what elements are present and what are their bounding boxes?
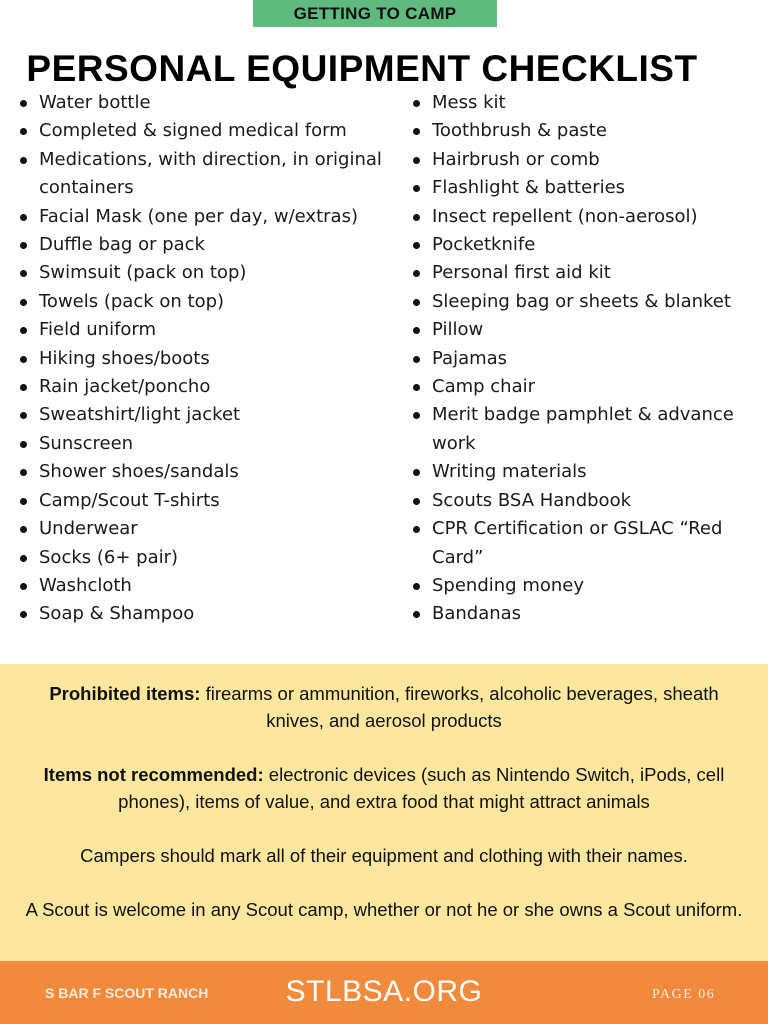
- list-item: Writing materials: [411, 458, 761, 486]
- list-item: Pillow: [411, 316, 761, 344]
- prohibited-items: [22, 680, 746, 734]
- list-item: Personal first aid kit: [411, 259, 761, 287]
- list-item: Bandanas: [411, 600, 761, 628]
- list-item: Mess kit: [411, 89, 761, 117]
- list-item: Camp chair: [411, 373, 761, 401]
- list-item: Insect repellent (non-aerosol): [411, 203, 761, 231]
- list-item: Towels (pack on top): [18, 288, 390, 316]
- list-item: Camp/Scout T-shirts: [18, 487, 390, 515]
- section-tag: GETTING TO CAMP: [253, 0, 497, 27]
- list-item: Flashlight & batteries: [411, 174, 761, 202]
- list-item: Scouts BSA Handbook: [411, 487, 761, 515]
- list-item: Washcloth: [18, 572, 390, 600]
- welcome-note: A Scout is welcome in any Scout camp, whether or not he or she owns a Scout uniform.: [25, 899, 743, 920]
- footer-website: STLBSA.ORG: [285, 975, 483, 1008]
- list-item: CPR Certification or GSLAC “Red Card”: [411, 515, 761, 572]
- page-number: PAGE 06: [652, 987, 716, 1002]
- list-item: Hiking shoes/boots: [18, 345, 390, 373]
- page-footer: [0, 961, 768, 1024]
- notice-box: [0, 664, 768, 961]
- list-item: Duffle bag or pack: [18, 231, 390, 259]
- not-recommended-label: Items not recommended:: [43, 764, 264, 785]
- list-item: Shower shoes/sandals: [18, 458, 390, 486]
- list-item: Sweatshirt/light jacket: [18, 401, 390, 429]
- list-item: Pocketknife: [411, 231, 761, 259]
- not-recommended-items: [22, 761, 746, 815]
- list-item: Sleeping bag or sheets & blanket: [411, 288, 761, 316]
- list-item: Spending money: [411, 572, 761, 600]
- list-item: Water bottle: [18, 89, 390, 117]
- list-item: Underwear: [18, 515, 390, 543]
- not-recommended-text: electronic devices (such as Nintendo Switch, iPods, cell phones), items of value, and extra food that might attract animals: [118, 764, 725, 812]
- checklist-left-column: [18, 89, 390, 629]
- checklist-right-column: [411, 89, 761, 629]
- list-item: Pajamas: [411, 345, 761, 373]
- list-item: Soap & Shampoo: [18, 600, 390, 628]
- mark-equipment-note: Campers should mark all of their equipment and clothing with their names.: [80, 845, 688, 866]
- list-item: Facial Mask (one per day, w/extras): [18, 203, 390, 231]
- list-item: Toothbrush & paste: [411, 117, 761, 145]
- list-item: Socks (6+ pair): [18, 544, 390, 572]
- list-item: Completed & signed medical form: [18, 117, 390, 145]
- page-title: PERSONAL EQUIPMENT CHECKLIST: [26, 48, 698, 89]
- list-item: Swimsuit (pack on top): [18, 259, 390, 287]
- list-item: Sunscreen: [18, 430, 390, 458]
- list-item: Merit badge pamphlet & advance work: [411, 401, 761, 458]
- list-item: Field uniform: [18, 316, 390, 344]
- prohibited-text: firearms or ammunition, fireworks, alcoholic beverages, sheath knives, and aerosol products: [205, 683, 719, 731]
- list-item: Hairbrush or comb: [411, 146, 761, 174]
- list-item: Medications, with direction, in original containers: [18, 146, 390, 203]
- footer-ranch-name: S BAR F SCOUT RANCH: [45, 985, 209, 1001]
- list-item: Rain jacket/poncho: [18, 373, 390, 401]
- prohibited-label: Prohibited items:: [49, 683, 201, 704]
